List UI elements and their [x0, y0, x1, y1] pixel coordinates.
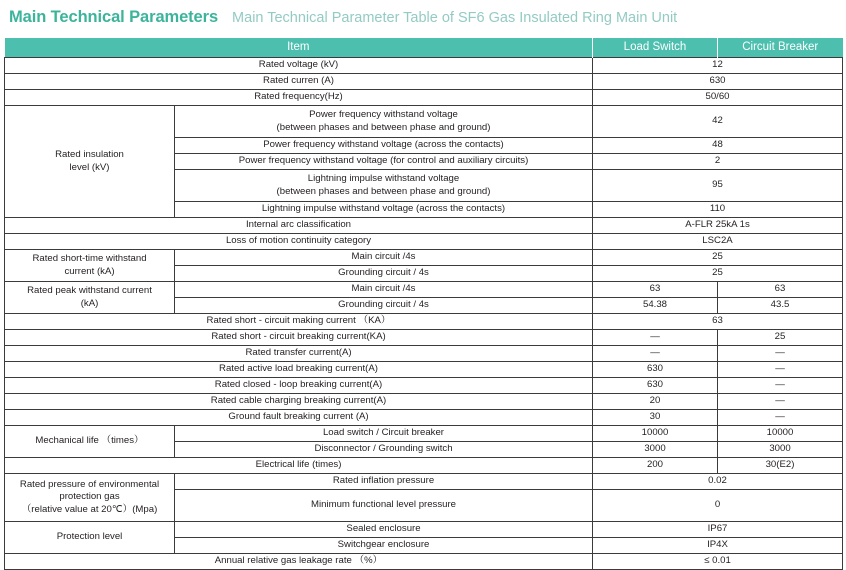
row-value-load-switch: 63 — [593, 282, 718, 298]
row-label: Power frequency withstand voltage (for control and auxiliary circuits) — [175, 154, 593, 170]
row-value-circuit-breaker: 43.5 — [718, 298, 843, 314]
row-value-combined: 42 — [593, 106, 843, 138]
row-label: Lightning impulse withstand voltage (between phases and between phase and ground) — [175, 170, 593, 202]
row-value-combined: 48 — [593, 138, 843, 154]
row-value-load-switch: 54.38 — [593, 298, 718, 314]
row-label: Power frequency withstand voltage (between phases and between phase and ground) — [175, 106, 593, 138]
row-value-circuit-breaker: — — [718, 346, 843, 362]
table-row — [5, 106, 843, 138]
technical-parameters-table — [4, 38, 843, 570]
page-heading — [0, 0, 846, 38]
table-row — [5, 58, 843, 74]
page-title: Main Technical Parameters — [9, 8, 219, 26]
row-value-circuit-breaker: 3000 — [718, 442, 843, 458]
row-label: Rated voltage (kV) — [5, 58, 593, 74]
row-value-circuit-breaker: — — [718, 362, 843, 378]
row-value-load-switch: — — [593, 330, 718, 346]
table-row — [5, 234, 843, 250]
table-row — [5, 378, 843, 394]
table-row — [5, 522, 843, 538]
row-label: Power frequency withstand voltage (across the contacts) — [175, 138, 593, 154]
row-label: Loss of motion continuity category — [5, 234, 593, 250]
table-header — [5, 38, 843, 58]
row-label: Minimum functional level pressure — [175, 490, 593, 522]
table-row — [5, 394, 843, 410]
row-label: Rated short - circuit breaking current(KA) — [5, 330, 593, 346]
table-row — [5, 74, 843, 90]
row-value-circuit-breaker: 10000 — [718, 426, 843, 442]
row-value-combined: 2 — [593, 154, 843, 170]
row-label: Main circuit /4s — [175, 250, 593, 266]
page-subtitle: Main Technical Parameter Table of SF6 Gas Insulated Ring Main Unit — [232, 10, 678, 26]
table-row — [5, 346, 843, 362]
row-group-label: Mechanical life （times） — [5, 426, 175, 458]
table-row — [5, 410, 843, 426]
row-value-circuit-breaker: — — [718, 394, 843, 410]
table-row — [5, 474, 843, 490]
row-label: Ground fault breaking current (A) — [5, 410, 593, 426]
row-value-combined: 95 — [593, 170, 843, 202]
row-label: Annual relative gas leakage rate （%） — [5, 554, 593, 570]
row-label: Sealed enclosure — [175, 522, 593, 538]
row-value-combined: 0.02 — [593, 474, 843, 490]
row-value-combined: 110 — [593, 202, 843, 218]
row-group-label: Rated peak withstand current (kA) — [5, 282, 175, 314]
row-label: Rated inflation pressure — [175, 474, 593, 490]
row-value-load-switch: 630 — [593, 378, 718, 394]
row-label: Rated active load breaking current(A) — [5, 362, 593, 378]
row-group-label: Rated short-time withstand current (kA) — [5, 250, 175, 282]
table-row — [5, 314, 843, 330]
row-value-load-switch: 200 — [593, 458, 718, 474]
row-label: Disconnector / Grounding switch — [175, 442, 593, 458]
row-value-combined: 63 — [593, 314, 843, 330]
table-row — [5, 330, 843, 346]
row-label: Rated curren (A) — [5, 74, 593, 90]
row-label: Rated short - circuit making current （KA） — [5, 314, 593, 330]
row-label: Grounding circuit / 4s — [175, 266, 593, 282]
row-value-load-switch: 20 — [593, 394, 718, 410]
row-value-circuit-breaker: 63 — [718, 282, 843, 298]
row-label: Rated frequency(Hz) — [5, 90, 593, 106]
column-header-load-switch: Load Switch — [593, 38, 718, 58]
table-row — [5, 426, 843, 442]
row-value-combined: 12 — [593, 58, 843, 74]
row-label: Electrical life (times) — [5, 458, 593, 474]
table-row — [5, 554, 843, 570]
row-label: Switchgear enclosure — [175, 538, 593, 554]
row-value-combined: IP4X — [593, 538, 843, 554]
table-row — [5, 362, 843, 378]
row-label: Lightning impulse withstand voltage (across the contacts) — [175, 202, 593, 218]
row-value-combined: 25 — [593, 250, 843, 266]
row-value-circuit-breaker: — — [718, 378, 843, 394]
row-value-load-switch: 630 — [593, 362, 718, 378]
row-label: Internal arc classification — [5, 218, 593, 234]
row-value-load-switch: 3000 — [593, 442, 718, 458]
row-group-label: Protection level — [5, 522, 175, 554]
row-value-combined: 630 — [593, 74, 843, 90]
row-value-circuit-breaker: — — [718, 410, 843, 426]
table-row — [5, 250, 843, 266]
row-value-combined: IP67 — [593, 522, 843, 538]
row-value-combined: 0 — [593, 490, 843, 522]
row-value-combined: LSC2A — [593, 234, 843, 250]
row-value-circuit-breaker: 25 — [718, 330, 843, 346]
row-group-label: Rated insulation level (kV) — [5, 106, 175, 218]
row-group-label: Rated pressure of environmental protection gas （relative value at 20℃）(Mpa) — [5, 474, 175, 522]
row-value-load-switch: — — [593, 346, 718, 362]
table-header-row — [5, 38, 843, 58]
row-label: Grounding circuit / 4s — [175, 298, 593, 314]
table-body — [5, 58, 843, 570]
row-value-combined: 50/60 — [593, 90, 843, 106]
row-value-combined: ≤ 0.01 — [593, 554, 843, 570]
row-label: Load switch / Circuit breaker — [175, 426, 593, 442]
table-row — [5, 90, 843, 106]
row-label: Main circuit /4s — [175, 282, 593, 298]
row-value-load-switch: 10000 — [593, 426, 718, 442]
row-value-combined: A-FLR 25kA 1s — [593, 218, 843, 234]
row-label: Rated closed - loop breaking current(A) — [5, 378, 593, 394]
table-row — [5, 218, 843, 234]
row-label: Rated transfer current(A) — [5, 346, 593, 362]
row-value-combined: 25 — [593, 266, 843, 282]
table-row — [5, 282, 843, 298]
column-header-item: Item — [5, 38, 593, 58]
row-label: Rated cable charging breaking current(A) — [5, 394, 593, 410]
column-header-circuit-breaker: Circuit Breaker — [718, 38, 843, 58]
row-value-load-switch: 30 — [593, 410, 718, 426]
row-value-circuit-breaker: 30(E2) — [718, 458, 843, 474]
table-row — [5, 458, 843, 474]
